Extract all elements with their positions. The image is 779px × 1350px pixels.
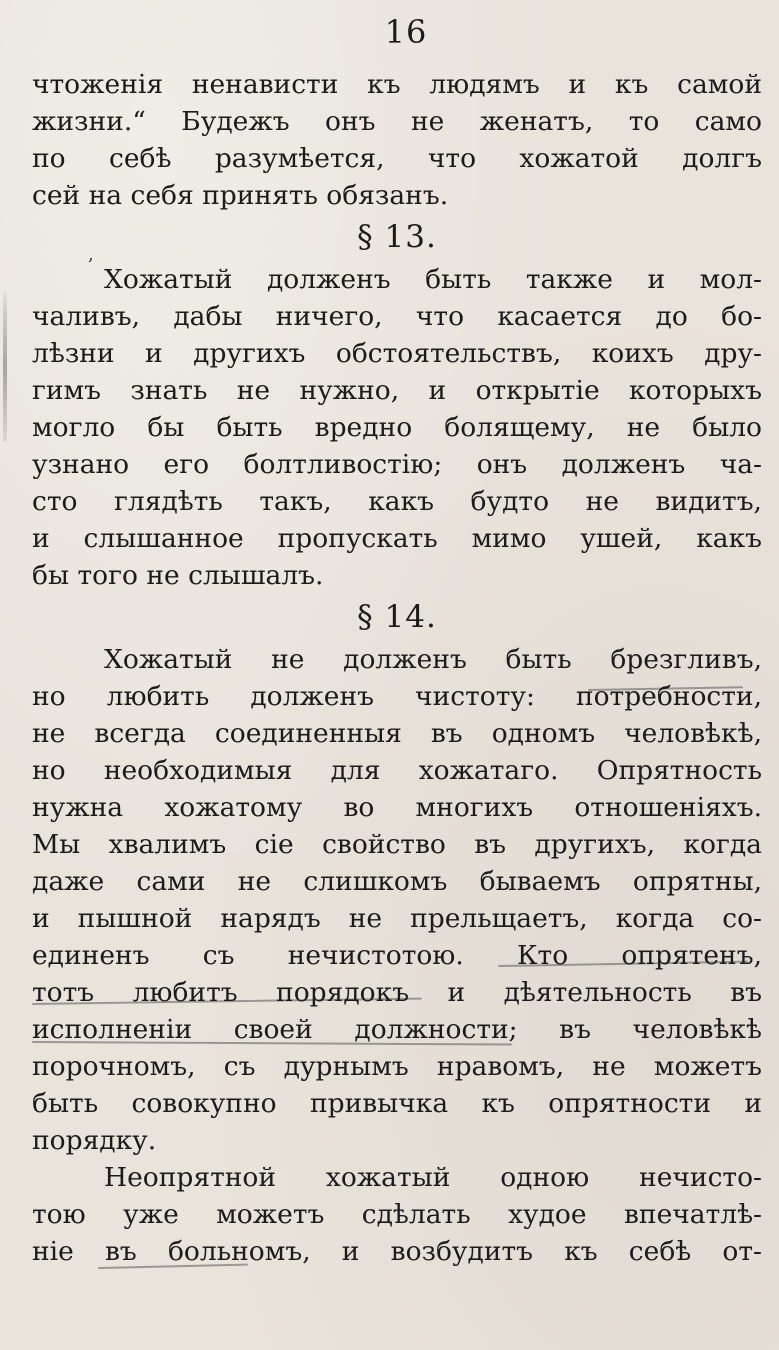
text-line: и слышанное пропускать мимо ушей, какъ [32, 523, 762, 554]
text-line: могло бы быть вредно болящему, не было [32, 412, 762, 443]
text-line: узнано его болтливостію; онъ долженъ ча- [32, 449, 762, 480]
intro-paragraph [32, 66, 762, 214]
text-line: единенъ съ нечистотою. Кто опрятенъ, [32, 940, 762, 971]
text-line: но необходимыя для хожатаго. Опрятность [32, 755, 762, 786]
text-line: порочномъ, съ дурнымъ нравомъ, не можетъ [32, 1051, 762, 1082]
text-line: тою уже можетъ сдѣлать худое впечатлѣ- [32, 1199, 762, 1230]
text-line: по себѣ разумѣется, что хожатой долгъ [32, 143, 762, 174]
text-line: гимъ знать не нужно, и открытіе которыхъ [32, 375, 762, 406]
pencil-margin-mark [3, 292, 7, 442]
section-14-paragraph-2 [32, 1159, 762, 1270]
text-line: и пышной нарядъ не прельщаетъ, когда со- [32, 903, 762, 934]
text-line: лѣзни и другихъ обстоятельствъ, коихъ дру- [32, 338, 762, 369]
text-line: сей на себя принять обязанъ. [32, 180, 449, 211]
section-13-paragraph [32, 261, 762, 594]
page-number: 16 [384, 13, 428, 51]
text-line: Хожатый долженъ быть также и мол- [104, 264, 762, 295]
text-line: Мы хвалимъ сіе свойство въ другихъ, когда [32, 829, 762, 860]
text-line: Хожатый не долженъ быть брезгливъ, [104, 644, 762, 675]
page-content [32, 12, 762, 1270]
section-heading: § 13. [357, 219, 437, 255]
text-line: Неопрятной хожатый одною нечисто- [104, 1162, 762, 1193]
text-line: даже сами не слишкомъ бываемъ опрятны, [32, 866, 762, 897]
section-heading: § 14. [357, 599, 437, 635]
text-line: быть совокупно привычка къ опрятности и [32, 1088, 762, 1119]
text-line: исполненіи своей должности; въ человѣкѣ [32, 1014, 762, 1045]
text-line: не всегда соединенныя въ одномъ человѣкѣ, [32, 718, 762, 749]
text-line: тотъ любитъ порядокъ и дѣятельность въ [32, 977, 762, 1008]
text-line: жизни.“ Будежъ онъ не женатъ, то само [32, 106, 762, 137]
text-line: чаливъ, дабы ничего, что касается до бо- [32, 301, 762, 332]
section-14-paragraph [32, 641, 762, 1159]
text-line: чтоженія ненависти къ людямъ и къ самой [32, 69, 762, 100]
text-line: порядку. [32, 1125, 157, 1156]
stray-ink-mark: , [88, 244, 94, 265]
text-line: бы того не слышалъ. [32, 560, 324, 591]
text-line: но любить долженъ чистоту: потребности, [32, 681, 762, 712]
text-line: нужна хожатому во многихъ отношеніяхъ. [32, 792, 762, 823]
text-line: ніе въ больномъ, и возбудитъ къ себѣ от- [32, 1236, 762, 1267]
text-line: сто глядѣть такъ, какъ будто не видитъ, [32, 486, 762, 517]
